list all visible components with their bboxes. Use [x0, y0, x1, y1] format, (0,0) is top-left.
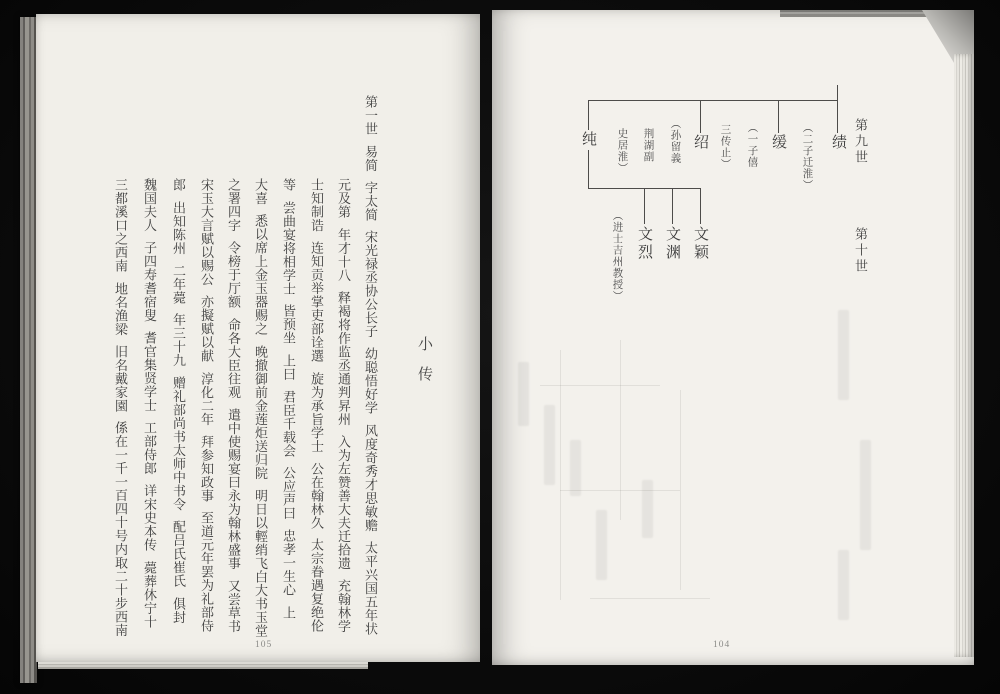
phrase: 旧名戴家園: [113, 344, 128, 412]
ancestor-name-shao: 绍: [692, 134, 708, 152]
phrase: 字太简: [363, 180, 378, 221]
phrase: 郎: [171, 178, 186, 192]
left-page: [36, 14, 480, 662]
phrase: 风度奇秀才思敏赡: [363, 423, 378, 532]
phrase: 君臣千载会: [281, 389, 296, 457]
book-cover-edge: [20, 17, 37, 683]
text-column-5: [254, 178, 267, 646]
descendant-name-wenlie: 文烈: [636, 226, 652, 262]
phrase: 赠礼部尚书太师中书令: [171, 376, 186, 511]
descendant-name-wenyuan: 文渊: [664, 226, 680, 262]
phrase: 年三十九: [171, 313, 186, 367]
phrase: 详宋史本传: [142, 484, 157, 552]
text-column-8: [172, 178, 185, 633]
phrase: 三都溪口之西南: [113, 178, 128, 273]
tree-line-gen9-bar: [588, 100, 838, 101]
phrase: 太平兴国五年状: [363, 540, 378, 635]
phrase: 又尝草书: [226, 578, 241, 633]
phrase: 入为左赞善大夫迁拾遗: [336, 434, 351, 570]
ancestor-name-ji: 绩: [830, 134, 846, 152]
tree-line-drop-huan: [778, 100, 779, 133]
phrase: 亦擬赋以献: [199, 295, 214, 363]
phrase: 释褐将作监丞通判昇州: [336, 290, 351, 426]
phrase: 薨葬休宁十: [142, 560, 157, 628]
right-page: [492, 10, 974, 665]
phrase: 上曰: [281, 353, 296, 381]
text-column-3: [310, 178, 323, 642]
phrase: 公应声曰: [281, 466, 296, 520]
descendant-name-wenying: 文颖: [692, 226, 708, 262]
phrase: 易简: [363, 144, 378, 172]
phrase: 宋光禄丞协公长子: [363, 230, 378, 338]
generation-label-9: 第九世: [853, 118, 868, 166]
tree-line-drop-wenyuan: [672, 188, 673, 224]
tree-line-drop-chun-lower: [588, 150, 589, 188]
phrase: 大喜: [253, 178, 268, 205]
phrase: 忠孝一生心: [281, 529, 296, 597]
tree-line-drop-wenlie: [644, 188, 645, 224]
phrase: 宋玉大言赋以赐公: [199, 178, 214, 286]
annotation-wenlie: ︵进士吉州教授︶: [611, 210, 623, 302]
phrase: 年才十八: [336, 227, 351, 282]
text-column-4: [282, 178, 295, 628]
phrase: 连知贡举掌吏部诠選: [309, 241, 324, 363]
phrase: 耆官集贤学士: [142, 331, 157, 412]
phrase: 令榜于厅额: [226, 241, 241, 309]
phrase: 皆预坐: [281, 304, 296, 345]
phrase: 配吕氏崔氏: [171, 520, 186, 588]
annotation-ji: ︵二子迁淮︶: [801, 122, 813, 191]
phrase: 出知陈州: [171, 200, 186, 255]
phrase: 旋为承旨学士: [309, 371, 324, 453]
tree-line-drop-ji: [837, 100, 838, 133]
page-stack-bottom-left: [38, 662, 368, 669]
tree-line-parent-stub: [837, 85, 838, 100]
phrase: 係在一千一百四十号内取二十步西南: [113, 421, 128, 637]
section-title: 小传: [416, 336, 432, 396]
phrase: 淳化二年: [199, 371, 214, 426]
phrase: 地名渔梁: [113, 281, 128, 336]
phrase: 等: [281, 178, 296, 192]
page-number-left: 105: [255, 640, 273, 650]
phrase: 魏国夫人: [142, 178, 157, 232]
page-number-right: 104: [713, 640, 731, 650]
page-stack-right-edge: [954, 54, 974, 657]
phrase: 至道元年罢为礼部侍: [199, 511, 214, 633]
phrase: 充翰林学: [336, 578, 351, 633]
phrase: 俱封: [171, 596, 186, 624]
text-column-9: [143, 178, 156, 637]
phrase: 元及第: [336, 178, 351, 219]
text-column-2: [337, 178, 350, 642]
phrase: 二年薨: [171, 263, 186, 304]
annotation-shao-3: 史居淮︶: [616, 128, 628, 174]
text-column-10: [114, 178, 127, 646]
ancestor-name-chun: 纯: [580, 131, 596, 149]
phrase: 工部侍郎: [142, 421, 157, 475]
phrase: 明日以輕绡飞白大书玉堂: [253, 488, 268, 637]
phrase: 士知制诰: [309, 178, 324, 232]
ancestor-name-huan: 缓: [770, 134, 786, 152]
phrase: 上: [281, 605, 296, 619]
text-column-6: [227, 178, 240, 642]
phrase: 拜参知政事: [199, 434, 214, 502]
phrase: 太宗眷遇复绝伦: [309, 538, 324, 633]
generation-label-10: 第十世: [853, 227, 868, 275]
annotation-shao-2: 荆湖副: [642, 128, 654, 163]
phrase: 尝曲宴将相学士: [281, 200, 296, 295]
phrase: 子四寿耆宿叟: [142, 241, 157, 322]
tree-line-drop-chun-upper: [588, 100, 589, 130]
phrase: 遣中使赐宴曰永为翰林盛事: [226, 407, 241, 570]
phrase: 公在翰林久: [309, 461, 324, 529]
tree-line-drop-shao: [700, 100, 701, 133]
phrase: 悉以席上金玉器赐之: [253, 214, 268, 336]
text-column-1: [364, 95, 377, 644]
annotation-huan-1: ︵一子僖: [746, 122, 758, 168]
tree-line-drop-wenying: [700, 188, 701, 224]
phrase: 幼聪悟好学: [363, 347, 378, 415]
annotation-shao-1: ︵孙留義: [669, 118, 681, 164]
phrase: 命各大臣往观: [226, 317, 241, 399]
annotation-huan-2: 三传止︶: [719, 124, 731, 170]
phrase: 之署四字: [226, 178, 241, 232]
phrase: 晚撤御前金莲炬送归院: [253, 344, 268, 480]
text-column-7: [200, 178, 213, 642]
phrase: 第一世: [363, 95, 378, 136]
